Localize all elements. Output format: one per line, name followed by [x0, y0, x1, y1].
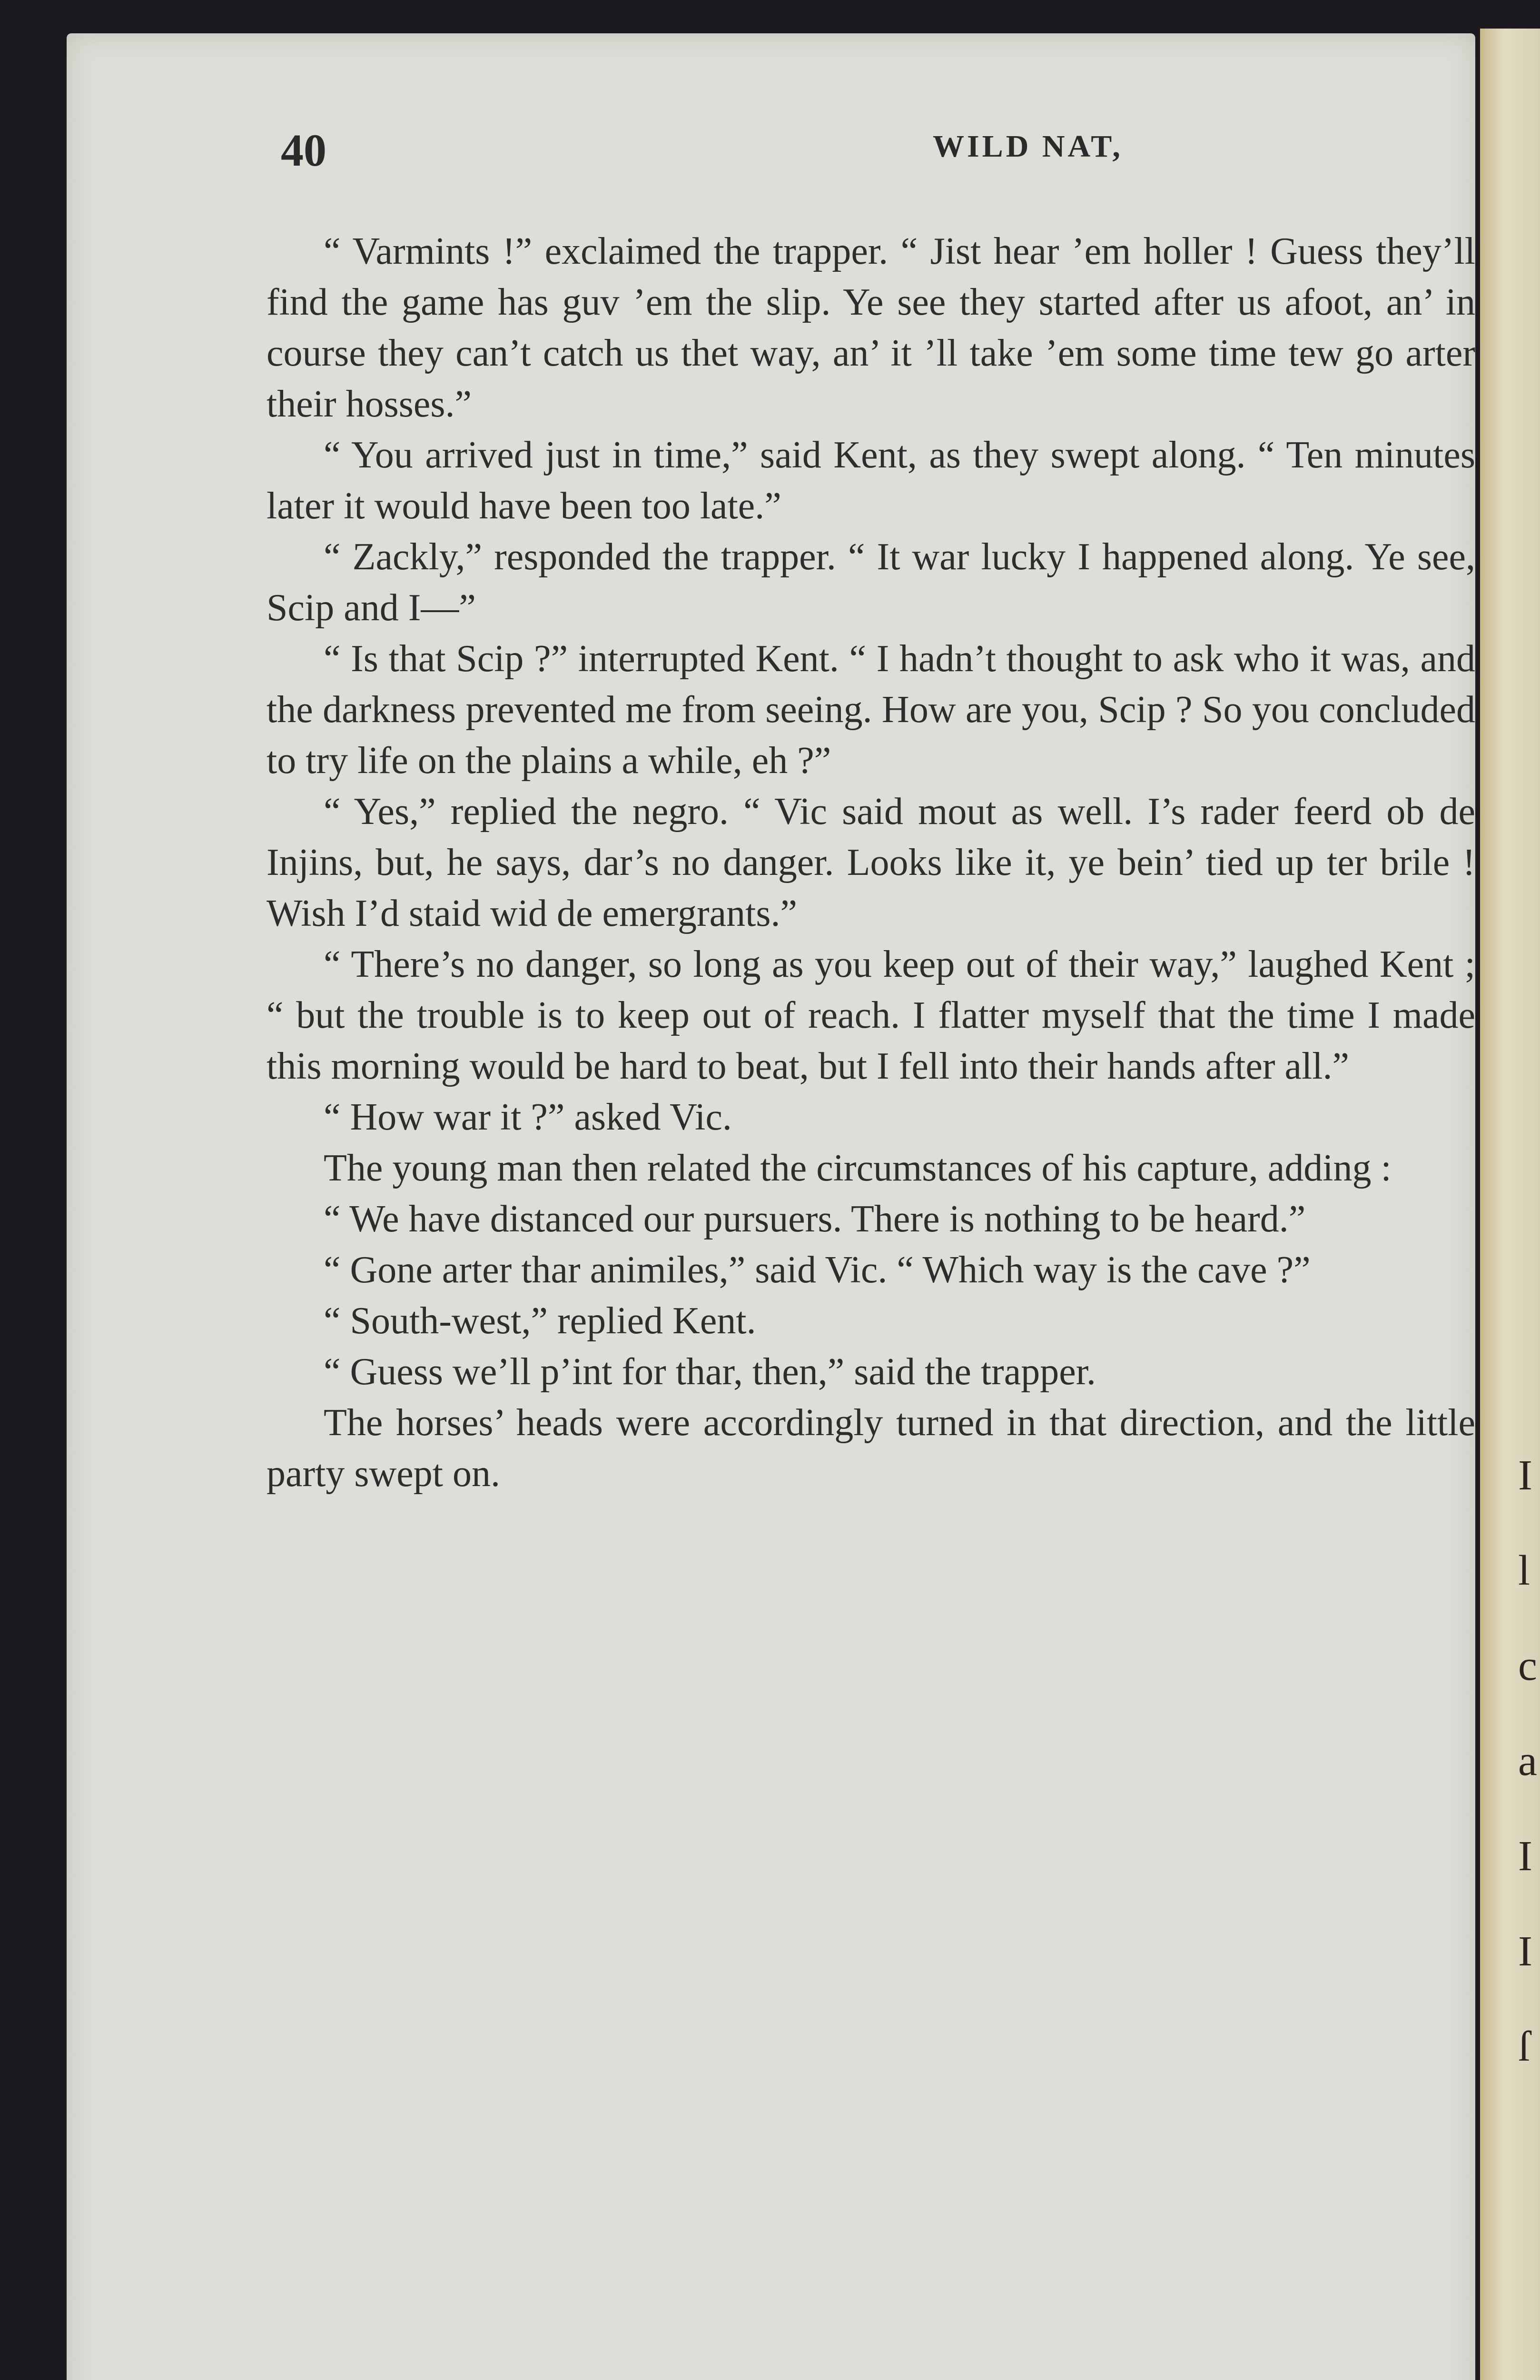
edge-letter: I: [1518, 1928, 1532, 1975]
edge-letter: I: [1518, 1833, 1532, 1880]
paragraph: The horses’ heads were accordingly turned in that direction, and the little party swept on.: [267, 1402, 1475, 1495]
paragraph: “ There’s no danger, so long as you keep out of their way,” laughed Kent ; “ but the trouble is to keep out of reach. I flatter myself that the time I made this morning would be hard to beat, but I fell into their hands after all.”: [267, 943, 1475, 1087]
paragraph: “ Is that Scip ?” interrupted Kent. “ I hadn’t thought to ask who it was, and the darkness prevented me from seeing. How are you, Scip ? So you concluded to try life on the plains a while, eh ?”: [267, 638, 1475, 782]
paragraph: “ Guess we’ll p’int for thar, then,” said the trapper.: [324, 1351, 1096, 1393]
page-header: [209, 124, 1475, 181]
edge-letter: ſ: [1518, 2023, 1530, 2070]
edge-letter: l: [1518, 1547, 1530, 1594]
edge-letter: a: [1518, 1737, 1537, 1785]
paragraph: The young man then related the circumstances of his capture, adding :: [324, 1147, 1392, 1189]
edge-letter: I: [1518, 1452, 1532, 1499]
paragraph: “ Gone arter thar animiles,” said Vic. “ Which way is the cave ?”: [324, 1249, 1311, 1291]
paragraph: “ How war it ?” asked Vic.: [324, 1096, 732, 1138]
paragraph: “ You arrived just in time,” said Kent, as they swept along. “ Ten minutes later it would have been too late.”: [267, 434, 1475, 527]
paragraph: “ We have distanced our pursuers. There is nothing to be heard.”: [324, 1198, 1306, 1240]
paragraph: “ Yes,” replied the negro. “ Vic said mout as well. I’s rader feerd ob de Injins, but, he says, dar’s no danger. Looks like it, ye bein’ tied up ter brile ! Wish I’d staid wid de emergrants.”: [267, 791, 1475, 934]
body-text: [267, 226, 1475, 1499]
paragraph: “ Varmints !” exclaimed the trapper. “ Jist hear ’em holler ! Guess they’ll find the game has guv ’em the slip. Ye see they started after us afoot, an’ in course they can’t catch us thet way, an’ it ’ll take ’em some time tew go arter their hosses.”: [267, 230, 1475, 425]
page-number: 40: [281, 125, 326, 176]
paragraph: “ South-west,” replied Kent.: [324, 1300, 756, 1342]
next-page-edge-letters: [1518, 1428, 1540, 2070]
running-title: WILD NAT,: [933, 129, 1123, 164]
edge-letter: c: [1518, 1642, 1537, 1689]
paragraph: “ Zackly,” responded the trapper. “ It war lucky I happened along. Ye see, Scip and I—”: [267, 536, 1475, 629]
